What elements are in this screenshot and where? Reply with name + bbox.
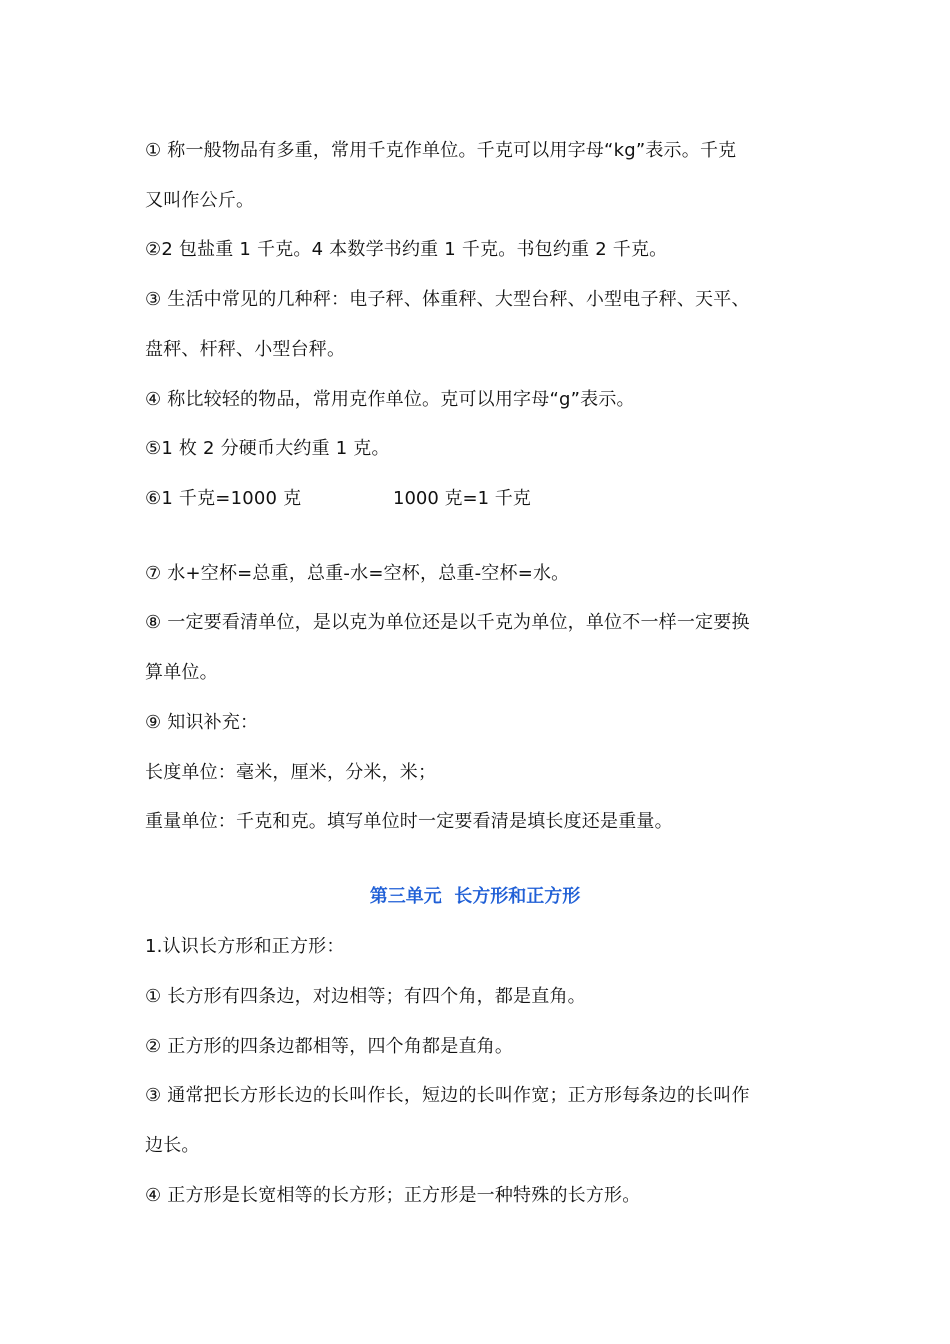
weight-units-line: 重量单位：千克和克。填写单位时一定要看清是填长度还是重量。 <box>145 811 673 832</box>
section-subheading: 1.认识长方形和正方形： <box>145 936 345 957</box>
rect-item-1: ① 长方形有四条边，对边相等；有四个角，都是直角。 <box>145 986 586 1007</box>
weight-item-4: ④ 称比较轻的物品，常用克作单位。克可以用字母“g”表示。 <box>145 389 635 410</box>
rect-item-3: ③ 通常把长方形长边的长叫作长，短边的长叫作宽；正方形每条边的长叫作 <box>145 1085 750 1106</box>
rect-item-2: ② 正方形的四条边都相等，四个角都是直角。 <box>145 1036 514 1057</box>
weight-item-9: ⑨ 知识补充： <box>145 712 259 733</box>
weight-item-2: ②2 包盐重 1 千克。4 本数学书约重 1 千克。书包约重 2 千克。 <box>145 239 668 260</box>
section-heading: 第三单元 长方形和正方形 <box>369 886 581 907</box>
weight-item-3-cont: 盘秤、杆秤、小型台秤。 <box>145 339 346 360</box>
weight-item-8-cont: 算单位。 <box>145 662 218 683</box>
weight-item-3: ③ 生活中常见的几种秤：电子秤、体重秤、大型台秤、小型电子秤、天平、 <box>145 289 750 310</box>
weight-conversion-right: 1000 克=1 千克 <box>393 488 531 509</box>
weight-item-1: ① 称一般物品有多重，常用千克作单位。千克可以用字母“kg”表示。千克 <box>145 140 737 161</box>
weight-item-5: ⑤1 枚 2 分硬币大约重 1 克。 <box>145 438 390 459</box>
rect-item-4: ④ 正方形是长宽相等的长方形；正方形是一种特殊的长方形。 <box>145 1185 641 1206</box>
weight-conversion-left: ⑥1 千克=1000 克 <box>145 488 302 509</box>
weight-item-8: ⑧ 一定要看清单位，是以克为单位还是以千克为单位，单位不一样一定要换 <box>145 612 750 633</box>
rect-item-3-cont: 边长。 <box>145 1135 200 1156</box>
weight-item-1-cont: 又叫作公斤。 <box>145 190 255 211</box>
weight-item-7: ⑦ 水+空杯=总重，总重-水=空杯，总重-空杯=水。 <box>145 563 570 584</box>
length-units-line: 长度单位：毫米，厘米，分米，米； <box>145 762 437 783</box>
